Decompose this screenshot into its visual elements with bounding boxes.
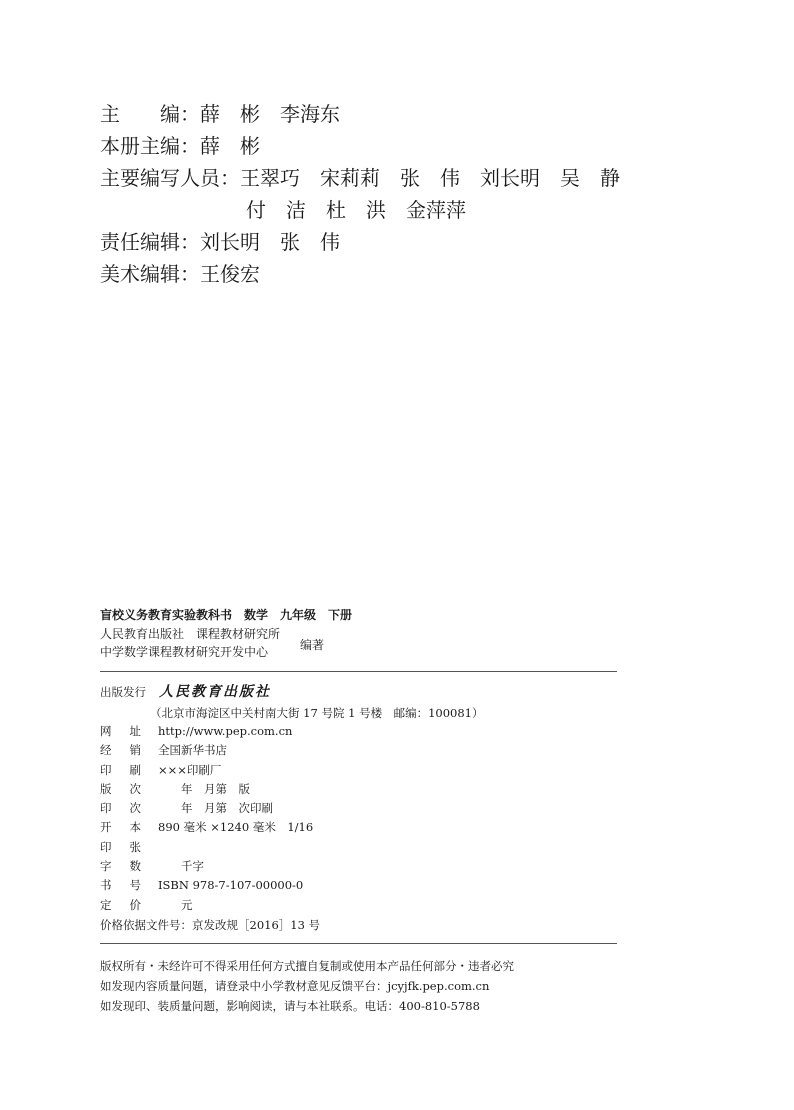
authors-block [100, 625, 280, 661]
imprint-value: 千字 [158, 859, 204, 874]
volume-editor-label: 本册主编： [100, 134, 200, 158]
imprint-value: http://www.pep.com.cn [158, 724, 293, 738]
copyright-notice: 版权所有・未经许可不得采用任何方式擅自复制或使用本产品任何部分・违者必究 [100, 959, 514, 973]
imprint-value: 年 月第 次印刷 [158, 801, 273, 816]
imprint-key: 字数 [100, 859, 159, 874]
imprint-value: 全国新华书店 [158, 743, 227, 758]
series-title: 盲校义务教育实验教科书 数学 九年级 下册 [100, 608, 353, 622]
writers-line-1: 王翠巧 宋莉莉 张 伟 刘长明 吴 静 [240, 166, 620, 190]
responsible-editor-value: 刘长明 张 伟 [200, 230, 340, 254]
art-editor-label: 美术编辑： [100, 262, 200, 286]
writers-label: 主要编写人员： [100, 166, 240, 190]
imprint-key: 经销 [100, 743, 159, 758]
responsible-editor-row [100, 226, 620, 258]
imprint-value: 元 [158, 897, 193, 912]
print-quality-notice: 如发现印、装质量问题，影响阅读，请与本社联系。电话：400-810-5788 [100, 999, 480, 1013]
imprint-key: 印刷 [100, 762, 159, 777]
divider-bottom [100, 943, 617, 944]
imprint-key: 定价 [100, 897, 159, 912]
imprint-key: 开本 [100, 820, 159, 835]
price-basis: 价格依据文件号：京发改规［2016］13 号 [100, 918, 321, 932]
content-feedback-notice: 如发现内容质量问题，请登录中小学教材意见反馈平台：jcyjfk.pep.com.cn [100, 979, 490, 993]
responsible-editor-label: 责任编辑： [100, 230, 200, 254]
imprint-key: 书号 [100, 878, 159, 893]
publisher-logo: 人民教育出版社 [159, 684, 271, 700]
imprint-value: 890 毫米 ×1240 毫米 1/16 [158, 820, 314, 835]
notices [100, 956, 514, 1016]
imprint-key: 印次 [100, 801, 159, 816]
publisher-address: （北京市海淀区中关村南大街 17 号院 1 号楼 邮编：100081） [150, 706, 484, 720]
imprint-key: 网址 [100, 724, 159, 738]
volume-editor-value: 薛 彬 [200, 134, 260, 158]
credits-block [100, 98, 620, 290]
authors-suffix: 编著 [300, 638, 325, 652]
art-editor-row [100, 258, 620, 290]
volume-editor-row [100, 130, 620, 162]
writers-line-2: 付 洁 杜 洪 金萍萍 [246, 198, 466, 222]
author-line-2: 中学数学课程教材研究开发中心 [100, 645, 269, 659]
imprint-value: ×××印刷厂 [158, 762, 222, 777]
chief-editor-value: 薛 彬 李海东 [200, 102, 340, 126]
imprint-value: ISBN 978-7-107-00000-0 [158, 878, 304, 893]
divider-top [100, 671, 617, 672]
writers-row [100, 162, 620, 194]
publisher-row [100, 684, 271, 700]
publisher-label: 出版发行 [100, 685, 146, 699]
imprint-value: 年 月第 版 [158, 781, 250, 796]
writers-row-continued [100, 194, 620, 226]
author-line-1: 人民教育出版社 课程教材研究所 [100, 627, 281, 641]
imprint-key: 印张 [100, 839, 159, 854]
chief-editor-label: 主 编： [100, 102, 200, 126]
imprint-key: 版次 [100, 781, 159, 796]
art-editor-value: 王俊宏 [200, 262, 260, 286]
chief-editor-row [100, 98, 620, 130]
